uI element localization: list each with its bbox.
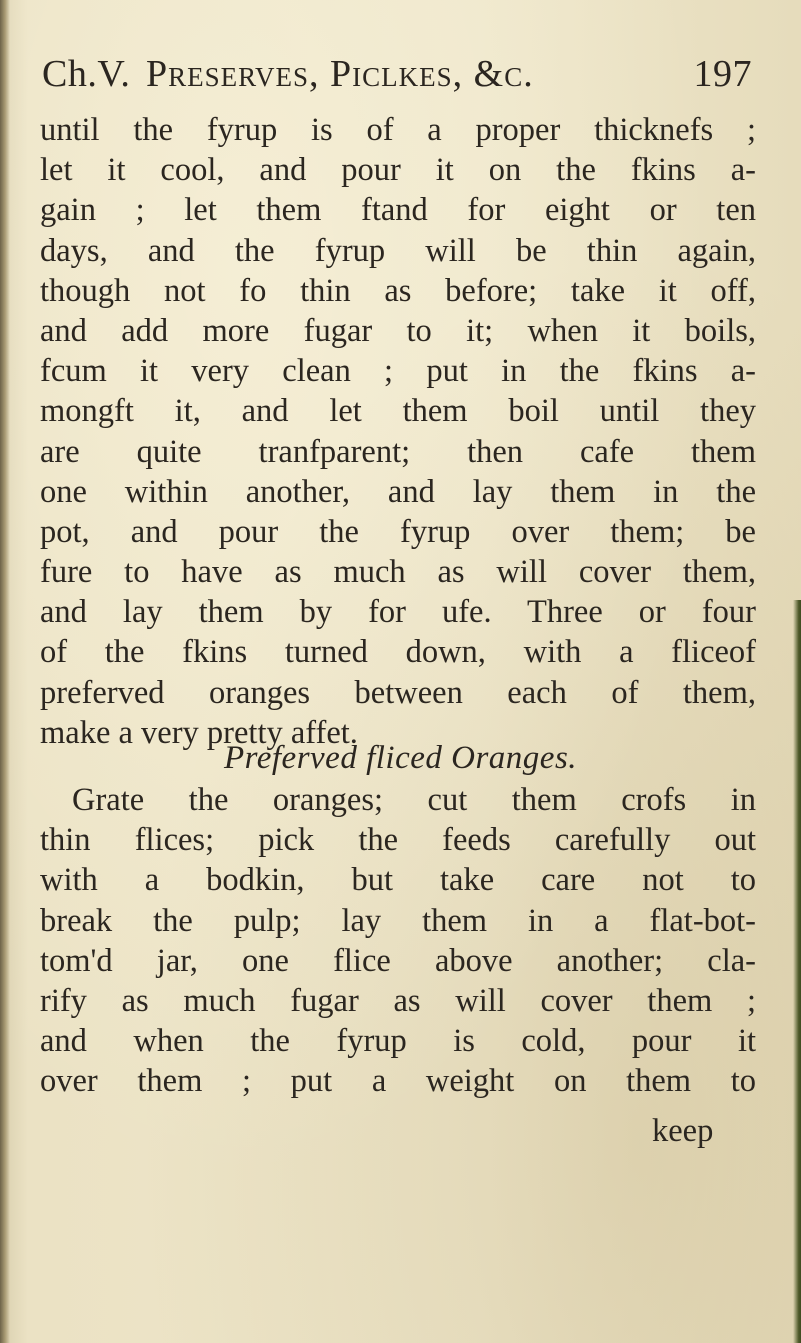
text-line: let it cool, and pour it on the fkins a- bbox=[40, 152, 756, 189]
text-line: days, and the fyrup will be thin again, bbox=[40, 232, 756, 269]
paragraph-continuation bbox=[40, 110, 756, 753]
page-number: 197 bbox=[693, 53, 752, 95]
text-line: and when the fyrup is cold, pour it bbox=[40, 1023, 756, 1060]
text-line: fcum it very clean ; put in the fkins a- bbox=[40, 353, 756, 390]
text-line: break the pulp; lay them in a flat-bot- bbox=[40, 902, 756, 939]
text-line: fure to have as much as will cover them, bbox=[40, 554, 756, 591]
text-line: until the fyrup is of a proper thicknefs ; bbox=[40, 112, 756, 148]
page-edge-shadow bbox=[793, 600, 801, 1343]
text-line: pot, and pour the fyrup over them; be bbox=[40, 513, 756, 550]
text-line: are quite tranfparent; then cafe them bbox=[40, 433, 756, 470]
text-line: tom'd jar, one flice above another; cla- bbox=[40, 942, 756, 979]
text-line: make a very pretty affet. bbox=[40, 714, 358, 751]
text-line: mongft it, and let them boil until they bbox=[40, 393, 756, 430]
text-line: one within another, and lay them in the bbox=[40, 473, 756, 510]
section-heading: Preferved fliced Oranges. bbox=[223, 740, 578, 776]
text-line: preferved oranges between each of them, bbox=[40, 674, 756, 711]
running-title: Preserves, Piclkes, &c. bbox=[146, 53, 534, 95]
text-line: thin flices; pick the feeds carefully out bbox=[40, 822, 756, 859]
text-line: and lay them by for ufe. Three or four bbox=[40, 594, 756, 631]
catchword: keep bbox=[652, 1113, 714, 1149]
text-line: though not fo thin as before; take it off, bbox=[40, 272, 756, 309]
text-line: and add more fugar to it; when it boils, bbox=[40, 312, 756, 349]
running-header bbox=[42, 52, 752, 102]
text-line: over them ; put a weight on them to bbox=[40, 1063, 756, 1100]
text-line: Grate the oranges; cut them crofs in bbox=[72, 782, 756, 818]
recipe-paragraph bbox=[40, 780, 756, 1102]
page-gutter-shadow bbox=[0, 0, 10, 1343]
text-line: gain ; let them ftand for eight or ten bbox=[40, 192, 756, 229]
text-line: with a bodkin, but take care not to bbox=[40, 862, 756, 899]
chapter-label: Ch.V. bbox=[42, 53, 131, 95]
text-line: rify as much fugar as will cover them ; bbox=[40, 982, 756, 1019]
text-line: of the fkins turned down, with a fliceof bbox=[40, 634, 756, 671]
